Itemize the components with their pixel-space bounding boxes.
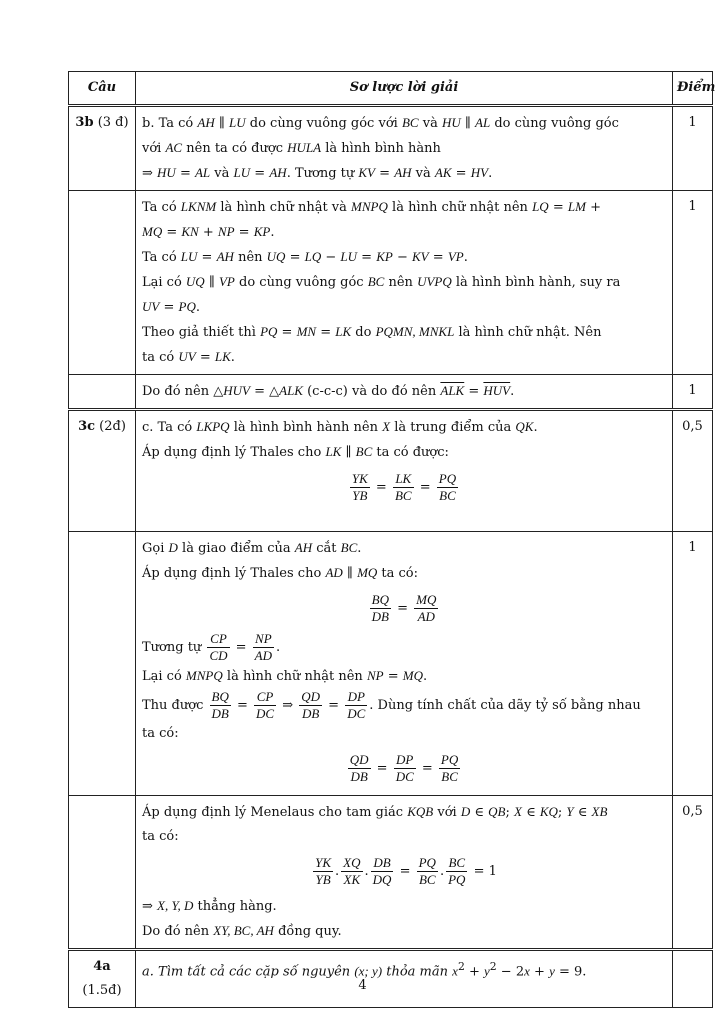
row-3b-1 <box>69 106 713 191</box>
row-3c-3 <box>69 796 713 950</box>
solution-3b-1: b. Ta có AH ∥ LU do cùng vuông góc với BC và HU ∥ AL do cùng vuông góc với AC nên ta có được HULA là hình bình hành ⇒ HU = AL và LU = AH. Tương tự KV = AH và AK = HV. <box>136 106 673 191</box>
row-3b-2 <box>69 191 713 375</box>
header-diem: Điểm <box>673 72 713 106</box>
header-loi-giai: Sơ lược lời giải <box>136 72 673 106</box>
solution-3c-2: Gọi D là giao điểm của AH cắt BC. Áp dụng định lý Thales cho AD ∥ MQ ta có: $\frac{BQ}{DB}$ = $\frac{MQ}{AD}$ Tương tự $\frac{CP}{CD}$ = $\frac{NP}{AD}$ . Lại có MNPQ là hình chữ nhật nên NP = MQ. Thu được $\frac{BQ}{DB}$ = $\frac{CP}{DC}$ ⇒ $\frac{QD}{DB}$ = $\frac{DP}{DC}$ . Dùng tính chất của dãy tỷ số bằng nhau ta có: $\frac{QD}{DB}$ = $\frac{DP}{DC}$ = $\frac{PQ}{BC}$ <box>136 532 673 796</box>
score-r2: 1 <box>673 191 713 375</box>
page-number: 4 <box>358 978 367 993</box>
header-row <box>69 72 713 106</box>
label-3c: 3c (2đ) <box>69 410 136 532</box>
row-3b-3 <box>69 375 713 410</box>
row-3c-2 <box>69 532 713 796</box>
row-3c-1 <box>69 410 713 532</box>
score-r5: 1 <box>673 532 713 796</box>
solution-4a: a. Tìm tất cả các cặp số nguyên (x; y) thỏa mãn $x^2 + y^2 - 2x + y = 9$. <box>136 950 673 1008</box>
solution-3c-1: c. Ta có LKPQ là hình bình hành nên X là trung điểm của QK. Áp dụng định lý Thales cho LK ∥ BC ta có được: $\frac{YK}{YB}$ = $\frac{LK}{BC}$ = $\frac{PQ}{BC}$ <box>136 410 673 532</box>
solution-3b-2: Ta có LKNM là hình chữ nhật và MNPQ là hình chữ nhật nên LQ = LM + MQ = KN + NP = KP. Ta có LU = AH nên UQ = LQ − LU = KP − KV = VP. Lại có UQ ∥ VP do cùng vuông góc BC nên UVPQ là hình bình hành, suy ra UV = PQ. Theo giả thiết thì PQ = MN = LK do PQMN, MNKL là hình chữ nhật. Nên ta có UV = LK. <box>136 191 673 375</box>
solution-table <box>68 71 716 1008</box>
solution-3b-3: Do đó nên △HUV = △ALK (c-c-c) và do đó nên $\overline{ALK} = \overline{HUV}$. <box>136 375 673 410</box>
score-r6: 0,5 <box>673 796 713 950</box>
score-r1: 1 <box>673 106 713 191</box>
solution-3c-3: Áp dụng định lý Menelaus cho tam giác KQB với D ∈ QB; X ∈ KQ; Y ∈ XB ta có: $\frac{YK}{YB}$ . $\frac{XQ}{XK}$ . $\frac{DB}{DQ}$ = $\frac{PQ}{BC}$ . $\frac{BC}{PQ}$ = 1 ⇒ X, Y, D thẳng hàng. Do đó nên XY, BC, AH đồng quy. <box>136 796 673 950</box>
score-r3: 1 <box>673 375 713 410</box>
label-3b: 3b (3 đ) <box>69 106 136 191</box>
header-cau: Câu <box>69 72 136 106</box>
score-r4: 0,5 <box>673 410 713 532</box>
label-4a: 4a (1.5đ) <box>69 950 136 1008</box>
